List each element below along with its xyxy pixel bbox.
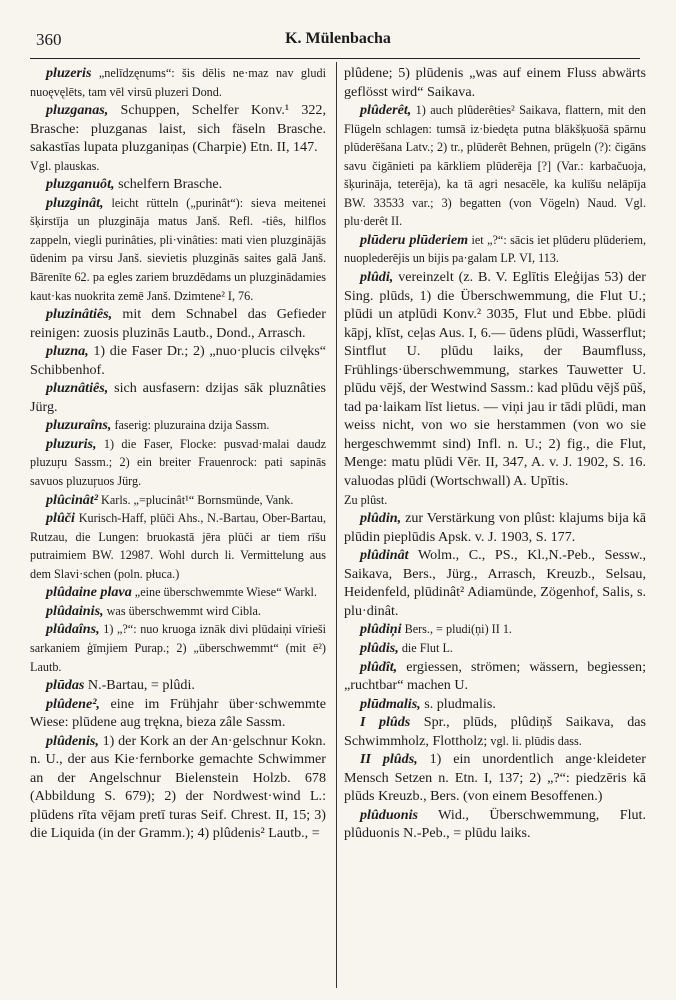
entry-headword: pluzuraîns,: [46, 417, 112, 434]
dictionary-entry: [30, 175, 326, 194]
entry-headword: pluznâtiês,: [46, 380, 109, 397]
entry-body: Karls. „=plucinât¹“ Bornsmünde, Vank.: [98, 492, 294, 507]
entry-body: zur Verstärkung von plûst: klajums bija kā plūdin pieplūdis Apsk. v. J. 1903, S. 177.: [344, 510, 646, 545]
entry-body: 1) ein unordentlich ange·kleideter Mensch Setzen n. Etn. I, 137; 2) „?“: piedzēris kā plūds Kreuzb., Bers. (von einem Besoffenen.): [344, 751, 646, 805]
entry-body: vereinzelt (z. B. V. Eglītis Eleģijas 53) der Sing. plūds, 1) die Überschwemmung, die Flut U.; plūdi un atplūdi Konv.² 3035, Flut und Ebbe. plūdi kāpj, klīst, ceļas Aus. I, 6.— ūdens plūdi, Wasserflut; Sintflut U. plūdu laiks, der Baumfluss, Frühlings·überschwemmung, starkes Tauwetter U. plūdu vējš, der Westwind Sassm.: kad plūdu vējš pūš, tad pa·laikam līst lietus. — viņi jau ir tādi plūdi, man weiss nicht, von wo sie herstammen (von wo sie hergeschwemmt sind) Infl. n. U.; 2) fig., die Flut, Menge: matu plūdi Vēr. II, 347, A. v. J. 1902, S. 16. valuodas plūdi (Wortschwall) A. Upītis.: [344, 269, 646, 490]
entry-body: Kurisch-Haff, plūči Ahs., N.-Bartau, Ober-Bartau, Rutzau, die Lungen: bruokastā jēra plūči ar tiem rīšu putraimiem BW. 12987. Wohl durch li. Vermittelung aus dem Slavi·schen (poln. płuca.): [30, 511, 326, 581]
entry-headword: plûdaine plava: [46, 584, 132, 601]
entry-headword: plûduonis: [360, 806, 418, 823]
dictionary-entry: [344, 806, 646, 843]
entry-body: plûdene; 5) plūdenis „was auf einem Fluss abwärts geflösst wird“ Saikava.: [344, 65, 646, 100]
dictionary-entry: [344, 750, 646, 806]
entry-body: Wid., Überschwemmung, Flut. plûduonis N.-Peb., = plūdu laiks.: [344, 806, 646, 842]
entry-headword: plûderêt,: [360, 102, 412, 119]
entry-headword: II plûds,: [360, 751, 418, 768]
dictionary-entry: [30, 509, 326, 583]
column-divider: [336, 62, 337, 988]
running-title: K. Mülenbacha: [285, 30, 391, 47]
entry-body: s. pludmalis.: [420, 695, 496, 712]
dictionary-entry: [30, 732, 326, 843]
dictionary-entry: [30, 620, 326, 676]
page-header: [30, 30, 646, 54]
entry-body: sich ausfasern: dzijas sāk pluznâties Jürg.: [30, 380, 326, 415]
entry-body: ergiessen, strömen; wässern, begiessen; „ruchtbar“ machen U.: [344, 658, 646, 694]
dictionary-entry: [30, 379, 326, 416]
entry-body: leicht rütteln („purinât“): sieva meitenei šķirstīja un pluzgināja matus Janš. Refl. -tiês, hilflos zappeln, viegli purinâties, pli·vinâties: mati vien pluzginājās ūdenim pa virsu Janš. sievietis pluzginās saites galā Janš. Bārenīte 62. pa egles zariem bruzdēdams un pluzginādamies kaut·kas nuokrita zemē Janš. Dzimtene² I, 76.: [30, 195, 326, 303]
dictionary-entry: [30, 695, 326, 732]
entry-body: „nelīdzęnums“: šis dēlis ne·maz nav gludi nuoęvęlēts, tam vēl virsū pluzeri Dond.: [30, 66, 326, 99]
entry-headword: plūderu plūderiem: [360, 231, 469, 248]
entry-body: Schuppen, Schelfer Konv.¹ 322, Brasche: pluzganas laist, sich fäseln Brasche. sakastīas lupata pluzganiņas (Charpie) Etn. II, 147.: [30, 102, 326, 156]
entry-crossref: Zu plûst.: [344, 492, 388, 507]
entry-crossref: Vgl. plauskas.: [30, 158, 100, 173]
entry-body: eine im Frühjahr über·schwemmte Wiese: plūdene aug trękna, bieza zâle Sassm.: [30, 695, 326, 731]
dictionary-entry: [30, 416, 326, 435]
entry-body: 1) auch plûderêties² Saikava, flattern, mit den Flügeln schlagen: tumsā iz·biedęta putna blākšķuošā spārnu plūderēšana Latv.; 2) tr., plūderêt Behnen, prügeln (?): čigāns savu čigānieti pa kārkliem plūderēja [?] (Var.: karbačuoja, šķurināja, teterēja), ka tā agri nesacēle, ka kulīšu nelāpīja BW. 33533 var.; 3) begatten (von Vögeln) Naud. Vgl. plu·derêt II.: [344, 103, 646, 229]
entry-body: „eine überschwemmte Wiese“ Warkl.: [131, 585, 317, 600]
dictionary-entry: [344, 231, 646, 268]
dictionary-entry: [344, 546, 646, 620]
entry-headword: plûdis,: [360, 639, 399, 656]
entry-headword: pluzinâtiês,: [46, 306, 113, 323]
dictionary-entry: [30, 342, 326, 379]
entry-headword: plûdi,: [360, 269, 394, 286]
dictionary-entry: [344, 639, 646, 658]
entry-headword: plûdenis,: [46, 732, 99, 749]
entry-body: iet „?“: sācis iet plūderu plūderiem, nuoplederējis un bijis pa·galam LP. VI, 113.: [344, 232, 647, 266]
entry-body: Bers., = pludi(ņi) II 1.: [401, 622, 512, 637]
dictionary-entry: [344, 620, 646, 639]
dictionary-entry: [30, 305, 326, 342]
entry-headword: plûdin,: [360, 510, 402, 527]
entry-body: mit dem Schnabel das Gefieder reinigen: zuosis pluzinās Lautb., Dond., Arrasch.: [30, 306, 326, 341]
dictionary-entry: [30, 101, 326, 157]
entry-headword: plūdas: [46, 677, 85, 694]
entry-headword: plūdmalis,: [360, 695, 421, 712]
entry-body: was überschwemmt wird Cibla.: [103, 603, 261, 618]
right-column: [344, 64, 646, 843]
entry-body: Spr., plūds, plûdiņš Saikava, das Schwimmholz, Flottholz;: [344, 714, 646, 749]
entry-headword: plûdaîns,: [46, 621, 100, 638]
dictionary-entry: [30, 64, 326, 101]
dictionary-entry: [344, 509, 646, 546]
entry-body: 1) die Faser Dr.; 2) „nuo·plucis cilvęks“ Schibbenhof.: [30, 343, 326, 378]
dictionary-entry: [344, 64, 646, 101]
dictionary-entry: [30, 194, 326, 305]
entry-headword: pluzeris: [46, 65, 92, 81]
entry-headword: plûdinât: [360, 547, 409, 564]
entry-headword: pluzganas,: [46, 102, 109, 119]
entry-headword: plûdene²,: [46, 695, 100, 712]
entry-headword: plûdît,: [360, 658, 398, 675]
entry-headword: pluzuris,: [46, 435, 97, 452]
entry-headword: plûči: [46, 510, 75, 527]
entry-headword: I plûds: [360, 714, 411, 731]
entry-headword: plûdiņi: [360, 621, 402, 638]
entry-headword: pluzganuôt,: [46, 176, 115, 193]
entry-body: die Flut L.: [398, 640, 453, 655]
dictionary-entry: [344, 713, 646, 750]
entry-body: N.-Bartau, = plûdi.: [84, 677, 195, 694]
dictionary-entry: [30, 602, 326, 621]
left-column: [30, 64, 326, 843]
dictionary-entry: [344, 658, 646, 695]
dictionary-entry: [30, 435, 326, 491]
header-rule: [30, 58, 640, 59]
dictionary-entry: [30, 676, 326, 695]
entry-headword: plûdainis,: [46, 602, 104, 619]
entry-note: vgl. li. plūdis dass.: [487, 733, 582, 748]
entry-body: Wolm., C., PS., Kl.,N.-Peb., Sessw., Saikava, Bers., Jürg., Arrasch, Kreuzb., Selsau, Heidenfeld, plūdinât² Adiamünde, Zögenhof, Salis, s. plu·dinât.: [344, 547, 646, 619]
entry-body: 1) der Kork an der An·gelschnur Kokn. n. U., der aus Kie·fernborke gemachte Schwimmer an der Angelschnur Bielenstein Holzb. 678 (Abbildung S. 679); 2) der Nordwest·wind L.: plūdens rīta vējam pretī turas Seif. Chrest. II, 15; 3) die Liquida (in der Gramm.); 4) plûdenis² Lautb., =: [30, 732, 326, 842]
dictionary-entry: [344, 268, 646, 491]
dictionary-entry: [30, 583, 326, 602]
entry-body: 1) die Faser, Flocke: pusvad·malai daudz pluzuŗu Sassm.; 2) ein breiter Frauenrock: pati sapinās savuos pluzuŗuos Jürg.: [30, 436, 326, 489]
entry-body: schelfern Brasche.: [114, 176, 223, 193]
entry-headword: pluzna,: [46, 343, 89, 360]
entry-body: 1) „?“: nuo kruoga iznāk divi plūdaiņi vīrieši sarkaniem ģīmjiem Purap.; 2) „überschwemmt“ (mit ē²) Lautb.: [30, 622, 326, 674]
entry-headword: plûcinât²: [46, 491, 98, 508]
entry-body: faserig: pluzuraina dzija Sassm.: [111, 418, 270, 433]
dictionary-entry: [30, 491, 326, 510]
dictionary-entry: [344, 101, 646, 231]
dictionary-entry: [344, 695, 646, 714]
entry-headword: pluzginât,: [46, 194, 104, 211]
page-number: 360: [36, 30, 62, 49]
